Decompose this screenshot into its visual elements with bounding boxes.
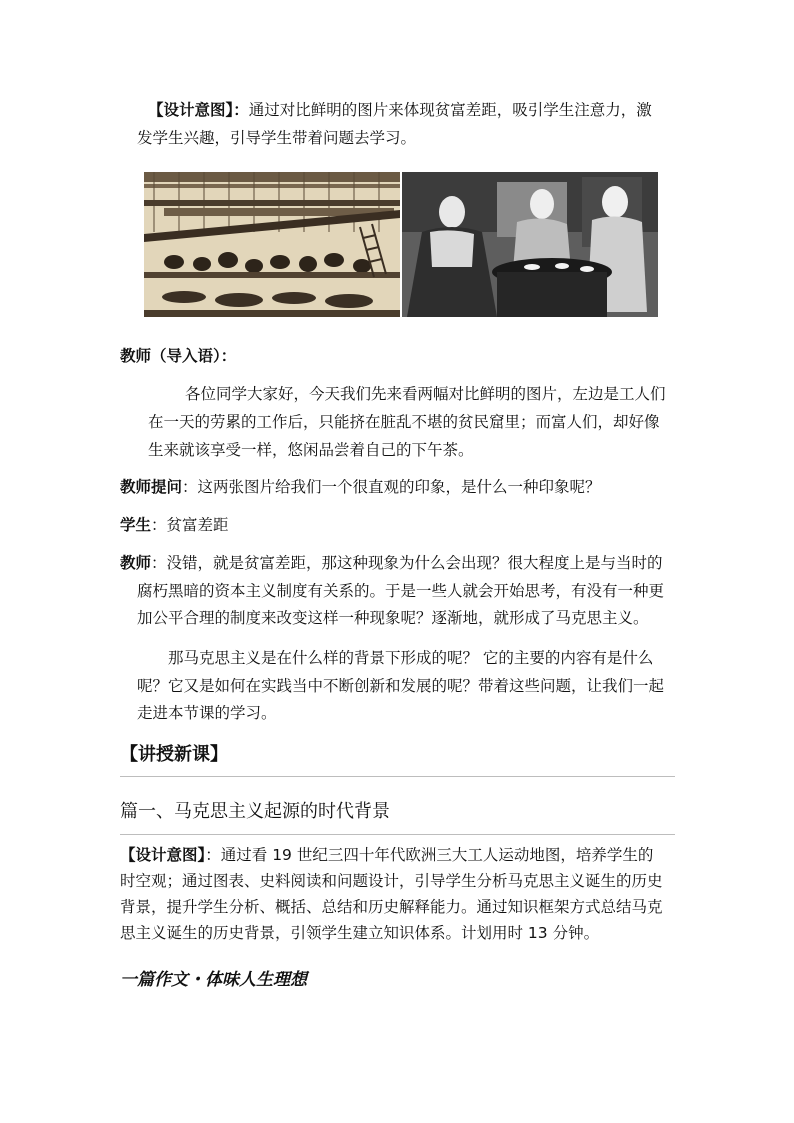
afternoon-tea-illustration bbox=[402, 172, 658, 317]
afternoon-tea-image bbox=[402, 172, 658, 317]
chapter-design-line3: 背景，提升学生分析、概括、总结和历史解释能力。通过知识框架方式总结马克 bbox=[120, 898, 663, 916]
slum-engraving-illustration bbox=[144, 172, 400, 317]
intro-design-line2: 发学生兴趣，引导学生带着问题去学习。 bbox=[137, 129, 417, 147]
design-intent-colon: ： bbox=[233, 101, 249, 119]
teacher-answer-line1 bbox=[120, 548, 663, 578]
teacher-answer-label: 教师 bbox=[120, 554, 152, 572]
chapter-divider bbox=[120, 834, 675, 835]
essay-heading: 一篇作文・体味人生理想 bbox=[120, 970, 307, 990]
chapter-design-line2: 时空观；通过图表、史料阅读和问题设计，引导学生分析马克思主义诞生的历史 bbox=[120, 872, 663, 890]
student-text: ：贫富差距 bbox=[151, 516, 229, 534]
teacher-answer-text-1: ：没错，就是贫富差距，那这种现象为什么会出现？很大程度上是与当时的 bbox=[151, 554, 663, 572]
chapter-design-label: 【设计意图】 bbox=[120, 846, 206, 864]
transition-line2: 呢？它又是如何在实践当中不断创新和发展的呢？带着这些问题，让我们一起 bbox=[137, 677, 665, 695]
teacher-answer-line2: 腐朽黑暗的资本主义制度有关系的。于是一些人就会开始思考，有没有一种更 bbox=[137, 582, 665, 600]
teacher-intro-line2: 在一天的劳累的工作后，只能挤在脏乱不堪的贫民窟里；而富人们，却好像 bbox=[148, 413, 660, 431]
student-label: 学生 bbox=[120, 516, 152, 534]
intro-design-text-1: 通过对比鲜明的图片来体现贫富差距，吸引学生注意力，激 bbox=[248, 101, 652, 119]
teacher-answer-line3: 加公平合理的制度来改变这样一种现象呢？逐渐地，就形成了马克思主义。 bbox=[137, 609, 649, 627]
teacher-question-text: ：这两张图片给我们一个很直观的印象，是什么一种印象呢？ bbox=[182, 478, 601, 496]
transition-line3: 走进本节课的学习。 bbox=[137, 704, 277, 722]
teacher-question-label: 教师提问 bbox=[120, 478, 183, 496]
teacher-intro-line3: 生来就该享受一样，悠闲品尝着自己的下午茶。 bbox=[148, 441, 474, 459]
slum-engraving-image bbox=[144, 172, 400, 317]
chapter-design-text-1: ：通过看 19 世纪三四十年代欧洲三大工人运动地图，培养学生的 bbox=[205, 846, 654, 864]
design-intent-label: 【设计意图】 bbox=[148, 101, 234, 119]
teacher-intro-heading: 教师（导入语）： bbox=[120, 347, 237, 365]
section-title: 【讲授新课】 bbox=[120, 744, 228, 765]
intro-design-line1 bbox=[148, 95, 652, 125]
chapter-design-line4: 思主义诞生的历史背景，引领学生建立知识体系。计划用时 13 分钟。 bbox=[120, 924, 600, 942]
transition-line1: 那马克思主义是在什么样的背景下形成的呢？ 它的主要的内容有是什么 bbox=[168, 649, 654, 667]
student-answer bbox=[120, 510, 229, 540]
teacher-question bbox=[120, 472, 601, 502]
chapter-title: 篇一、马克思主义起源的时代背景 bbox=[120, 801, 390, 822]
section-divider bbox=[120, 776, 675, 777]
teacher-intro-line1: 各位同学大家好，今天我们先来看两幅对比鲜明的图片，左边是工人们 bbox=[185, 385, 666, 403]
